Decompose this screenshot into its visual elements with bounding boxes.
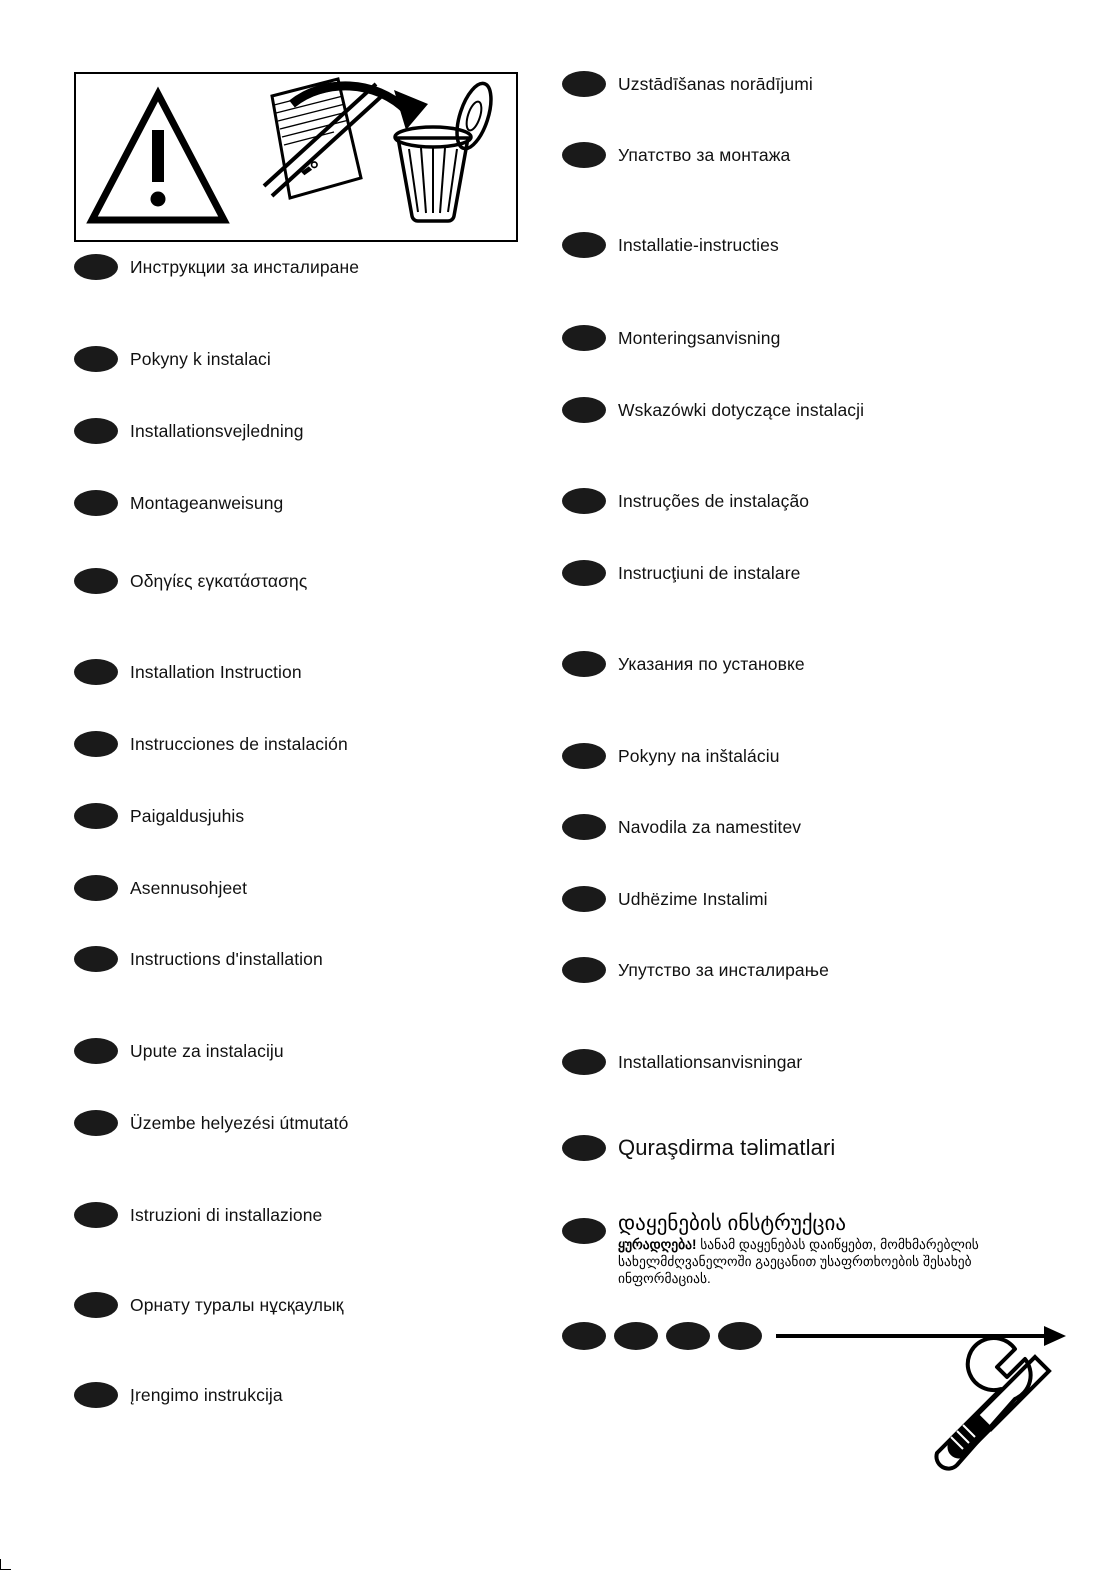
bullet-icon bbox=[74, 731, 118, 757]
manual-booklet-icon bbox=[264, 79, 384, 198]
bullet-icon bbox=[74, 659, 118, 685]
language-row bbox=[74, 1290, 344, 1320]
language-row bbox=[74, 657, 302, 687]
language-row bbox=[562, 395, 864, 425]
pictogram-box bbox=[74, 72, 518, 242]
language-label: Pokyny na inštaláciu bbox=[618, 745, 780, 766]
language-label: Udhëzime Instalimi bbox=[618, 888, 768, 909]
bullet-icon bbox=[74, 254, 118, 280]
bullet-icon bbox=[562, 488, 606, 514]
language-label: Οδηγίες εγκατάστασης bbox=[130, 570, 308, 591]
language-row bbox=[562, 323, 780, 353]
language-label: Istruzioni di installazione bbox=[130, 1204, 323, 1225]
bullet-icon bbox=[562, 743, 606, 769]
language-label: Upute za instalaciju bbox=[130, 1040, 284, 1061]
bullet-icon bbox=[74, 1110, 118, 1136]
language-label: Quraşdirma təlimatlari bbox=[618, 1135, 836, 1161]
language-row bbox=[74, 1108, 348, 1138]
language-row bbox=[74, 344, 271, 374]
language-row bbox=[74, 1200, 322, 1230]
bullet-icon bbox=[74, 946, 118, 972]
bullet-icon bbox=[562, 1218, 606, 1244]
bullet-icon bbox=[562, 957, 606, 983]
language-label: Navodila za namestitev bbox=[618, 816, 802, 837]
language-label: Instructions d'installation bbox=[130, 948, 323, 969]
bullet-icon bbox=[562, 886, 606, 912]
language-label: Упатство за монтажа bbox=[618, 144, 791, 165]
georgian-language-block bbox=[562, 1212, 1038, 1288]
bullet-icon bbox=[74, 346, 118, 372]
language-label: Įrengimo instrukcija bbox=[130, 1384, 283, 1405]
language-label: Орнату туралы нұсқаулық bbox=[130, 1294, 344, 1315]
language-row bbox=[74, 566, 307, 596]
language-label: Üzembe helyezési útmutató bbox=[130, 1112, 349, 1133]
language-label: Monteringsanvisning bbox=[618, 327, 781, 348]
bullet-icon bbox=[614, 1322, 658, 1350]
language-row bbox=[562, 1133, 835, 1163]
bullet-icon bbox=[74, 1202, 118, 1228]
language-row bbox=[562, 955, 829, 985]
bullet-icon bbox=[562, 397, 606, 423]
pictogram-svg bbox=[76, 74, 516, 240]
language-label: Installation Instruction bbox=[130, 661, 302, 682]
bullet-icon bbox=[562, 1322, 606, 1350]
language-label: Uzstādīšanas norādījumi bbox=[618, 73, 813, 94]
language-label: Pokyny k instalaci bbox=[130, 348, 271, 369]
corner-registration-mark bbox=[0, 1559, 11, 1570]
language-row bbox=[562, 230, 779, 260]
language-row bbox=[562, 884, 768, 914]
language-label: Installatie-instructies bbox=[618, 234, 779, 255]
bullet-icon bbox=[74, 418, 118, 444]
bullet-icon bbox=[562, 1135, 606, 1161]
bullet-icon bbox=[562, 71, 606, 97]
language-label: Instrucciones de instalación bbox=[130, 733, 348, 754]
bullet-icon bbox=[666, 1322, 710, 1350]
language-row bbox=[74, 1036, 284, 1066]
language-row bbox=[74, 944, 323, 974]
language-row bbox=[74, 873, 247, 903]
warning-triangle-icon bbox=[92, 94, 224, 220]
language-row bbox=[74, 252, 359, 282]
language-label: Installationsanvisningar bbox=[618, 1051, 803, 1072]
bullet-icon bbox=[74, 568, 118, 594]
georgian-warning bbox=[618, 1237, 1038, 1288]
wrench-screwdriver-icon bbox=[917, 1335, 1057, 1475]
bullet-icon bbox=[562, 651, 606, 677]
bullet-icon bbox=[562, 560, 606, 586]
georgian-warning-bold: ყურადღება! bbox=[618, 1237, 697, 1253]
bullet-icon bbox=[74, 803, 118, 829]
bullet-icon bbox=[74, 1038, 118, 1064]
language-label: Installationsvejledning bbox=[130, 420, 304, 441]
language-row bbox=[562, 558, 800, 588]
bullet-icon bbox=[562, 814, 606, 840]
bullet-icon bbox=[74, 875, 118, 901]
language-label: Asennusohjeet bbox=[130, 877, 248, 898]
language-row bbox=[562, 140, 790, 170]
language-row bbox=[74, 1380, 283, 1410]
language-row bbox=[74, 729, 348, 759]
language-label: Упутство за инсталирање bbox=[618, 959, 829, 980]
georgian-text-group bbox=[618, 1212, 1038, 1288]
language-label: Wskazówki dotyczące instalacji bbox=[618, 399, 865, 420]
bullet-icon bbox=[562, 1049, 606, 1075]
bullet-icon bbox=[562, 325, 606, 351]
georgian-warning-text: სანამ დაყენებას დაიწყებთ, მომხმარებლის სახელმძღვანელოში გაეცანით უსაფრთხოების შესახებ ინფორმაციას. bbox=[618, 1237, 979, 1286]
language-row bbox=[562, 812, 801, 842]
bullet-icon bbox=[74, 490, 118, 516]
language-row bbox=[562, 741, 780, 771]
language-row bbox=[562, 69, 813, 99]
language-row bbox=[562, 649, 805, 679]
bullet-icon bbox=[718, 1322, 762, 1350]
bullet-icon bbox=[562, 232, 606, 258]
language-label: Инструкции за инсталиране bbox=[130, 256, 360, 277]
language-label: Montageanweisung bbox=[130, 492, 284, 513]
georgian-title: დაყენების ინსტრუქცია bbox=[618, 1212, 847, 1235]
language-row bbox=[74, 801, 244, 831]
language-row bbox=[74, 488, 283, 518]
language-row bbox=[562, 486, 809, 516]
curved-arrow-icon bbox=[292, 86, 428, 130]
language-label: Instruções de instalação bbox=[618, 490, 810, 511]
language-label: Paigaldusjuhis bbox=[130, 805, 245, 826]
language-label: Instrucţiuni de instalare bbox=[618, 562, 801, 583]
language-label: Указания по установке bbox=[618, 653, 805, 674]
bullet-icon bbox=[74, 1382, 118, 1408]
language-row bbox=[562, 1047, 802, 1077]
bullet-icon bbox=[74, 1292, 118, 1318]
bullet-icon bbox=[562, 142, 606, 168]
language-row bbox=[74, 416, 304, 446]
